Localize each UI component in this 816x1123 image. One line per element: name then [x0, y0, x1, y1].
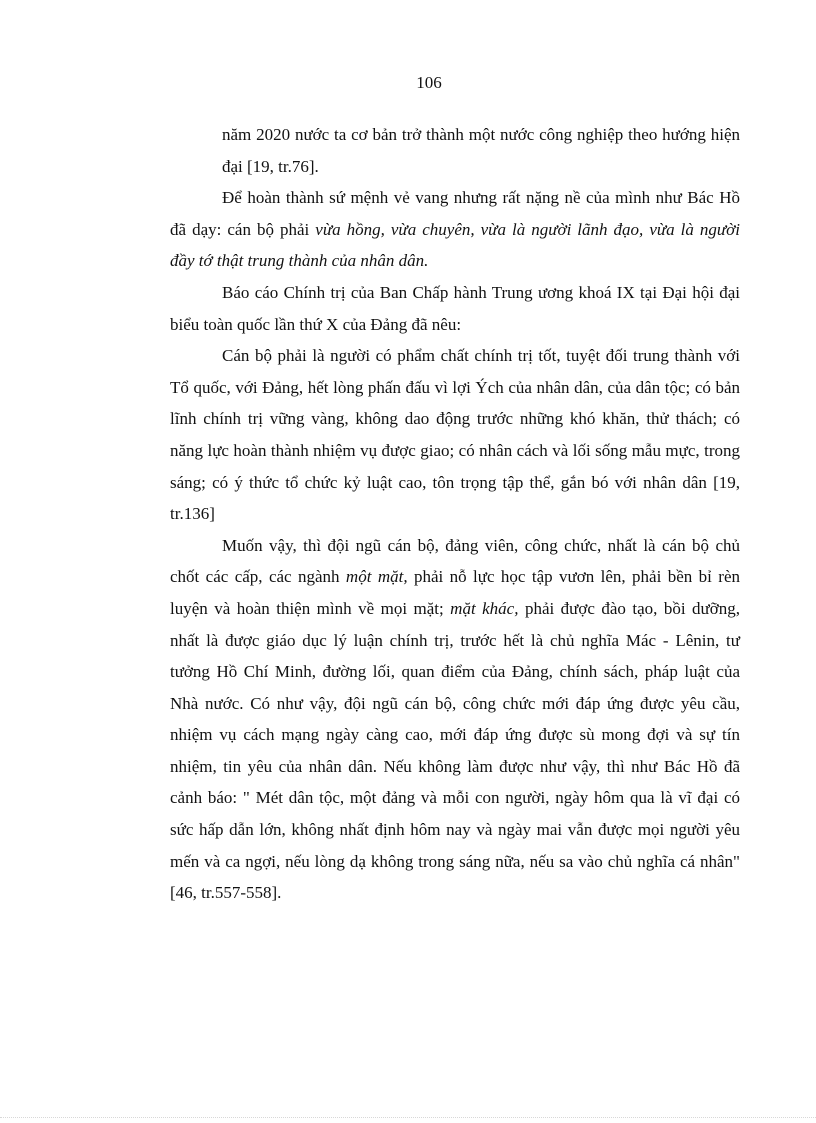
- paragraph-text: năm 2020 nước ta cơ bản trở thành một nước công nghiệp theo hướng hiện đại [19, tr.76].: [222, 125, 740, 176]
- paragraph-text: phải nỗ lực học tập vươn lên, phải bền bỉ rèn luyện và hoàn thiện mình về mọi mặt;: [170, 567, 740, 618]
- paragraph: [170, 530, 740, 909]
- block-quote: [170, 340, 740, 530]
- paragraph-text: Để hoàn thành sứ mệnh vẻ vang nhưng rất nặng nề của mình như Bác Hồ đã dạy: cán bộ phải: [170, 188, 740, 239]
- paragraph: [170, 277, 740, 340]
- block-quote-text: Cán bộ phải là người có phẩm chất chính trị tốt, tuyệt đối trung thành với Tổ quốc, với Đảng, hết lòng phấn đấu vì lợi Ých của nhân dân, của dân tộc; có bản lĩnh chính trị vững vàng, không dao động trước những khó khăn, thử thách; có năng lực hoàn thành nhiệm vụ được giao; có nhân cách và lối sống mẫu mực, trong sáng; có ý thức tổ chức kỷ luật cao, tôn trọng tập thể, gắn bó với nhân dân [19, tr.136]: [170, 346, 740, 524]
- italic-quote-text: vừa hồng, vừa chuyên, vừa là người lãnh đạo, vừa là người đầy tớ thật trung thành của nhân dân.: [170, 219, 740, 271]
- page-number: 106: [416, 73, 442, 92]
- paragraph-continuation: [170, 119, 740, 182]
- footer-divider: [0, 1117, 816, 1118]
- italic-text: mặt khác,: [450, 598, 519, 618]
- paragraph-text: Muốn vậy, thì đội ngũ cán bộ, đảng viên, công chức, nhất là cán bộ chủ chốt các cấp, các ngành: [170, 535, 740, 587]
- paragraph-text: Báo cáo Chính trị của Ban Chấp hành Trung ương khoá IX tại Đại hội đại biểu toàn quốc lần thứ X của Đảng đã nêu:: [170, 282, 740, 334]
- paragraph: [170, 182, 740, 277]
- paragraph-text: phải được đào tạo, bồi dưỡng, nhất là được giáo dục lý luận chính trị, trước hết là chủ nghĩa Mác - Lênin, tư tưởng Hồ Chí Minh, đường lối, quan điểm của Đảng, chính sách, pháp luật của Nhà nước. Có như vậy, đội ngũ cán bộ, công chức mới đáp ứng được yêu cầu, nhiệm vụ cách mạng ngày càng cao, mới đáp ứng được sù mong đợi và sự tín nhiệm, tin yêu của nhân dân. Nếu không làm được như vậy, thì như Bác Hồ đã cảnh báo: " Mét dân tộc, một đảng và mỗi con người, ngày hôm qua là vĩ đại có sức hấp dẫn lớn, không nhất định hôm nay và ngày mai vẫn được mọi người yêu mến và ca ngợi, nếu lòng dạ không trong sáng nữa, nếu sa vào chủ nghĩa cá nhân"[46, tr.557-558].: [170, 598, 740, 903]
- document-body: [170, 119, 740, 909]
- italic-text: một mặt,: [345, 567, 408, 587]
